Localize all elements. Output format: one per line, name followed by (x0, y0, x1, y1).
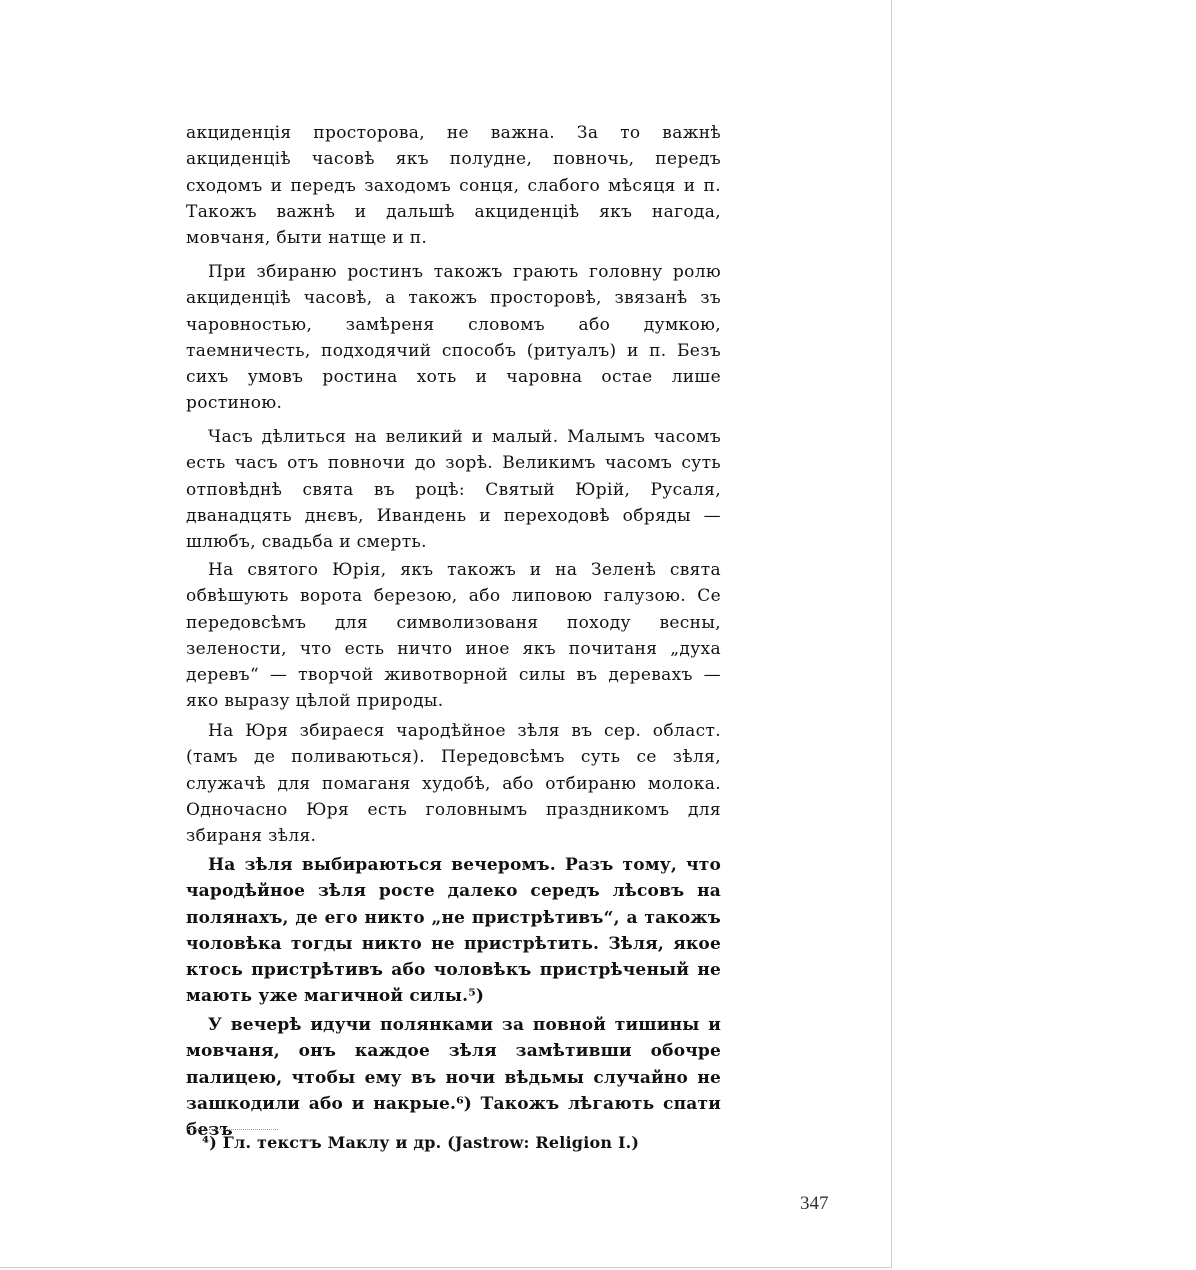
paragraph: При збираню ростинъ такожъ грають головну ролю акциденціѣ часовѣ, а такожъ просторовѣ, звязанѣ зъ чаровностью, замѣреня словомъ або думкою, таемничесть, подходячий способъ (ритуалъ) и п. Безъ сихъ умовъ ростина хоть и чаровна остае лише ростиною. (186, 262, 721, 414)
paragraph: На Юря збираеся чародѣйное зѣля въ сер. област. (тамъ де поливаються). Передовсѣмъ суть се зѣля, служачѣ для помаганя худобѣ, або отбираню молока. Одночасно Юря есть головнымъ праздникомъ для збираня зѣля. (186, 721, 721, 847)
footnote-divider (188, 1129, 278, 1130)
paragraph: У вечерѣ идучи полянками за повной тишины и мовчаня, онъ каждое зѣля замѣтивши обочре палицею, чтобы ему въ ночи вѣдьмы случайно не зашкодили або и накрые.⁶) Такожъ лѣгають спати безъ (186, 1015, 721, 1141)
paragraph: На святого Юрія, якъ такожъ и на Зеленѣ свята обвѣшують ворота березою, або липовою галузою. Се передовсѣмъ для символизованя походу весны, зелености, что есть ничто иное якъ почитаня „духа деревъ“ — творчой животворной силы въ деревахъ — яко выразу цѣлой природы. (186, 560, 721, 712)
footnote: ⁴) Гл. текстъ Маклу и др. (Jastrow: Religion I.) (202, 1133, 640, 1152)
page-number: 347 (800, 1193, 829, 1214)
paragraph: На зѣля выбираються вечеромъ. Разъ тому, что чародѣйное зѣля росте далеко середъ лѣсовъ на полянахъ, де его никто „не пристрѣтивъ“, а такожъ чоловѣка тогды никто не пристрѣтить. Зѣля, якое ктось пристрѣтивъ або чоловѣкъ пристрѣченый не мають уже магичной силы.⁵) (186, 855, 721, 1007)
paragraph: Часъ дѣлиться на великий и малый. Малымъ часомъ есть часъ отъ повночи до зорѣ. Великимъ часомъ суть отповѣднѣ свята въ роцѣ: Святый Юрій, Русаля, дванадцять днєвъ, Ивандень и переходовѣ обряды — шлюбъ, свадьба и смерть. (186, 427, 721, 553)
paragraph: акциденція просторова, не важна. За то важнѣ акциденціѣ часовѣ якъ полудне, повночь, передъ сходомъ и передъ заходомъ сонця, слабого мѣсяця и п. Такожъ важнѣ и дальшѣ акциденціѣ якъ нагода, мовчаня, быти натще и п. (186, 123, 721, 249)
